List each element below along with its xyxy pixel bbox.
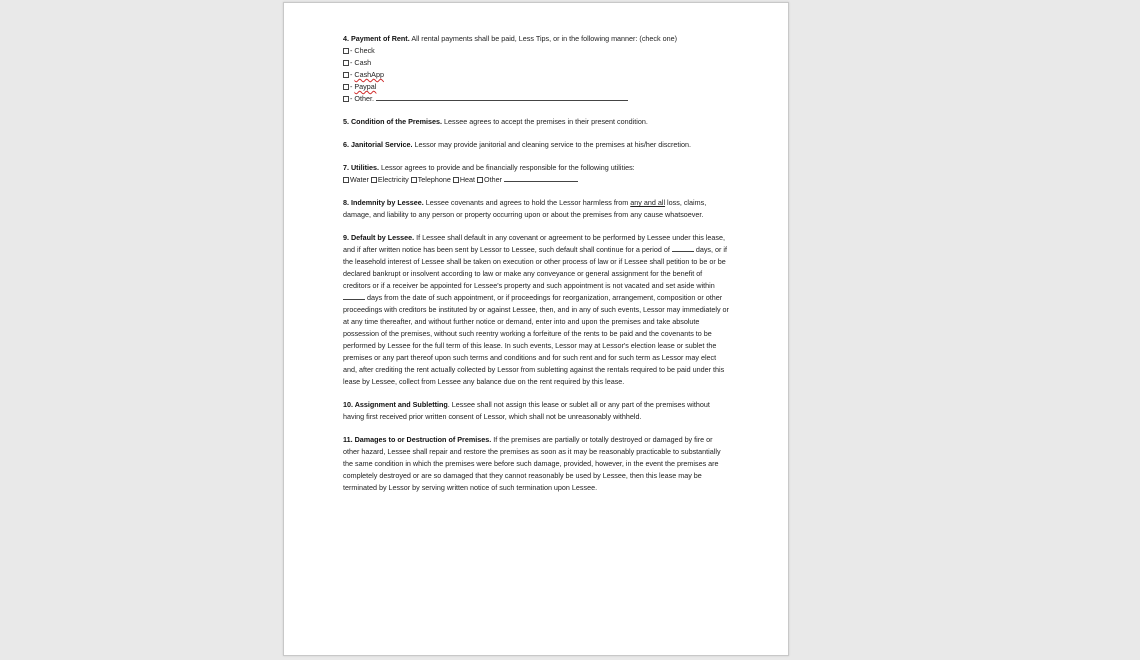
clause-title: 11. Damages to or Destruction of Premises. [343, 435, 492, 444]
option-prefix: - [350, 70, 355, 79]
clause-damages-text [343, 434, 729, 494]
clause-assignment-and-subletting [343, 399, 729, 423]
clause-body: days, or if the leasehold interest of Lessee shall be taken on execution or other process of law or if Lessee shall petition to be or be declared bankrupt or insolvent according to law or make any conveyance or general assignment for the benefit of creditors or if a receiver be appointed for Lessee's property and such appointment is not vacated and set aside within [343, 245, 728, 290]
clause-damages-destruction [343, 434, 729, 494]
fill-in-blank[interactable] [672, 244, 694, 252]
checkbox-icon [343, 60, 349, 66]
option-prefix: - [350, 46, 355, 55]
clause-body: loss, claims, damage, and liability to any person or property occurring upon or about the premises from any cause whatsoever. [343, 198, 707, 219]
utilities-checklist [343, 174, 729, 186]
clause-condition-text [343, 116, 729, 128]
option-label: Telephone [417, 175, 451, 184]
clause-payment-text [343, 33, 729, 45]
option-label: Paypal [354, 82, 377, 91]
clause-janitorial-text [343, 139, 729, 151]
clause-condition-of-premises [343, 116, 729, 128]
document-page [283, 2, 789, 656]
option-label: Water [350, 175, 369, 184]
clause-title: 10. Assignment and Subletting [343, 400, 448, 409]
utility-option-water[interactable] [343, 175, 369, 184]
clause-default-by-lessee [343, 232, 729, 388]
option-label: CashApp [354, 70, 384, 79]
clause-assignment-text [343, 399, 729, 423]
clause-body: If Lessee shall default in any covenant or agreement to be performed by Lessee under this lease, and if after written notice has been sent by Lessor to Lessee, such default shall continue for a period of [343, 233, 725, 254]
option-label: Other. [354, 94, 374, 103]
clause-body: All rental payments shall be paid, Less Tips, or in the following manner: (check one) [411, 34, 677, 43]
clause-title: 7. Utilities. [343, 163, 379, 172]
checkbox-icon [343, 48, 349, 54]
clause-title: 6. Janitorial Service. [343, 140, 413, 149]
clause-body: Lessor agrees to provide and be financially responsible for the following utilities: [380, 163, 635, 172]
fill-in-blank[interactable] [504, 174, 578, 182]
payment-option-paypal[interactable] [343, 81, 729, 93]
clause-payment-of-rent [343, 33, 729, 105]
checkbox-icon [343, 84, 349, 90]
checkbox-icon [411, 177, 417, 183]
payment-option-cash[interactable] [343, 57, 729, 69]
clause-utilities [343, 162, 729, 186]
clause-indemnity-text [343, 197, 729, 221]
fill-in-blank[interactable] [343, 292, 365, 300]
clause-body: Lessee agrees to accept the premises in their present condition. [444, 117, 648, 126]
clause-default-text [343, 232, 729, 388]
checkbox-icon [343, 177, 349, 183]
option-prefix: - [350, 58, 355, 67]
utility-option-electricity[interactable] [371, 175, 409, 184]
utility-option-heat[interactable] [453, 175, 475, 184]
document-body[interactable] [343, 33, 729, 505]
clause-body: days from the date of such appointment, or if proceedings for reorganization, arrangement, composition or other proceedings with creditors be instituted by or against Lessee, then, and in any of such events, Lessor may immediately or at any time thereafter, and without further notice or demand, enter into and upon the premises and take absolute possession of the premises, without such reentry working a forfeiture of the rents to be paid and the covenants to be performed by Lessee for the full term of this lease. In such events, Lessor may at Lessor's election lease or sublet the premises or any part thereof upon such terms and conditions and for such rent and for such term as Lessor may elect and, after crediting the rent actually collected by Lessor from subletting against the rentals required to be paid under this lease by Lessee, collect from Lessee any balance due on the rent required by this lease. [343, 293, 729, 386]
clause-body-underlined: any and all [630, 198, 666, 207]
clause-janitorial-service [343, 139, 729, 151]
clause-body: Lessor may provide janitorial and cleaning service to the premises at his/her discretion. [414, 140, 691, 149]
checkbox-icon [343, 72, 349, 78]
clause-title: 5. Condition of the Premises. [343, 117, 443, 126]
clause-title: 8. Indemnity by Lessee. [343, 198, 424, 207]
clause-title: 4. Payment of Rent. [343, 34, 410, 43]
option-prefix: - [350, 82, 355, 91]
option-label: Electricity [377, 175, 409, 184]
payment-option-check[interactable] [343, 45, 729, 57]
payment-option-cashapp[interactable] [343, 69, 729, 81]
checkbox-icon [343, 96, 349, 102]
checkbox-icon [453, 177, 459, 183]
option-label: Other [484, 175, 503, 184]
checkbox-icon [477, 177, 483, 183]
utility-option-other[interactable] [477, 175, 578, 184]
clause-title: 9. Default by Lessee. [343, 233, 415, 242]
option-prefix: - [350, 94, 355, 103]
option-label: Check [354, 46, 375, 55]
clause-indemnity [343, 197, 729, 221]
option-label: Heat [459, 175, 476, 184]
option-label: Cash [354, 58, 372, 67]
clause-title-end: . [447, 400, 450, 409]
checkbox-icon [371, 177, 377, 183]
payment-option-other[interactable] [343, 93, 729, 105]
clause-utilities-text [343, 162, 729, 174]
clause-body: Lessee covenants and agrees to hold the Lessor harmless from [425, 198, 629, 207]
fill-in-blank[interactable] [376, 93, 628, 101]
clause-body: Lessee shall not assign this lease or sublet all or any part of the premises without having first received prior written consent of Lessor, which shall not be unreasonably withheld. [343, 400, 710, 421]
utility-option-telephone[interactable] [411, 175, 451, 184]
clause-body: If the premises are partially or totally destroyed or damaged by fire or other hazard, Lessee shall repair and restore the premises as soon as it may be reasonably practicable to substantially the same condition in which the premises were before such damage, provided, however, in the event the premises are completely destroyed or are so damaged that they cannot reasonably be used by Lessee, then this lease may be terminated by Lessor by serving written notice of such termination upon Lessee. [343, 435, 721, 492]
